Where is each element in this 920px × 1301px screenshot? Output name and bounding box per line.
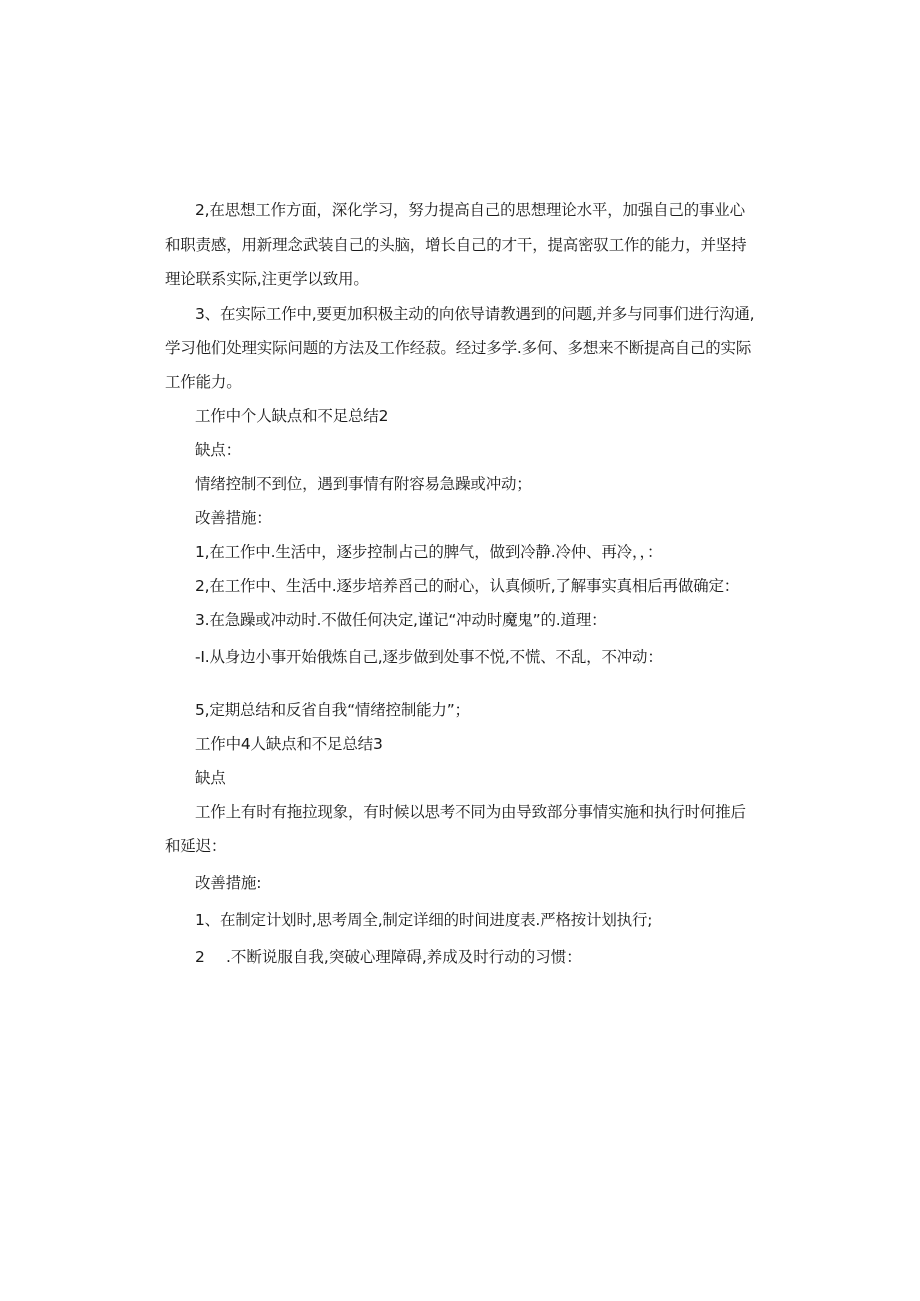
section-2-measures-label: 改善措施：: [195, 509, 272, 527]
section-2-item-5: 5,定期总结和反省自我“情绪控制能力”；: [195, 701, 470, 719]
paragraph-2-line-1: 3、在实际工作中,要更加积极主动的向依导请教遇到的问题,并多与同事们进行沟通,: [195, 305, 755, 323]
section-3-weakness-line-1: 工作上有时有拖拉现象，有时候以思考不同为由导致部分事情实施和执行时何推后: [195, 803, 746, 821]
section-3-measures-label: 改善措施:: [195, 874, 262, 892]
section-2-weakness: 情绪控制不到位，遇到事情有附容易急躁或冲动；: [195, 475, 532, 493]
section-3-item-1: 1、在制定计划时,思考周全,制定详细的时间进度表.严格按计划执行;: [195, 911, 653, 929]
section-3-weakness-label: 缺点: [195, 769, 226, 787]
section-2-item-1: 1,在工作中.生活中，逐步控制占己的脾气，做到冷静.冷仲、再冷，，：: [195, 543, 663, 561]
section-3-title: 工作中4人缺点和不足总结3: [195, 735, 383, 753]
section-2-item-3: 3.在急躁或冲动时.不做任何决定,谨记“冲动时魔鬼”的.道理：: [195, 611, 607, 629]
paragraph-2-line-3: 工作能力。: [165, 373, 242, 391]
section-2-item-2: 2,在工作中、生活中.逐步培养舀己的耐心，认真倾听,了解事实真相后再做确定：: [195, 577, 740, 595]
section-3-item-2-number: 2: [195, 948, 205, 966]
section-2-title: 工作中个人缺点和不足总结2: [195, 407, 389, 425]
paragraph-1-line-2: 和职责感，用新理念武装自己的头脑，增长自己的才干，提高密驭工作的能力，并坚持: [165, 236, 747, 254]
paragraph-1-line-3: 理论联系实际,注更学以致用。: [165, 270, 369, 288]
section-2-item-4: -I.从身边小事开始俄炼自己,逐步做到处事不悦,不慌、不乱，不冲动：: [195, 648, 663, 666]
paragraph-2-line-2: 学习他们处理实际问题的方法及工作经菽。经过多学.多何、多想来不断提高自己的实际: [165, 339, 752, 357]
section-3-item-2-text: .不断说服自我,突破心理障碍,养成及时行动的习惯：: [226, 948, 582, 966]
paragraph-1-line-1: 2,在思想工作方面，深化学习，努力提高自己的思想理论水平，加强自己的事业心: [195, 201, 745, 219]
section-2-weakness-label: 缺点：: [195, 441, 241, 459]
section-3-weakness-line-2: 和延迟：: [165, 837, 227, 855]
